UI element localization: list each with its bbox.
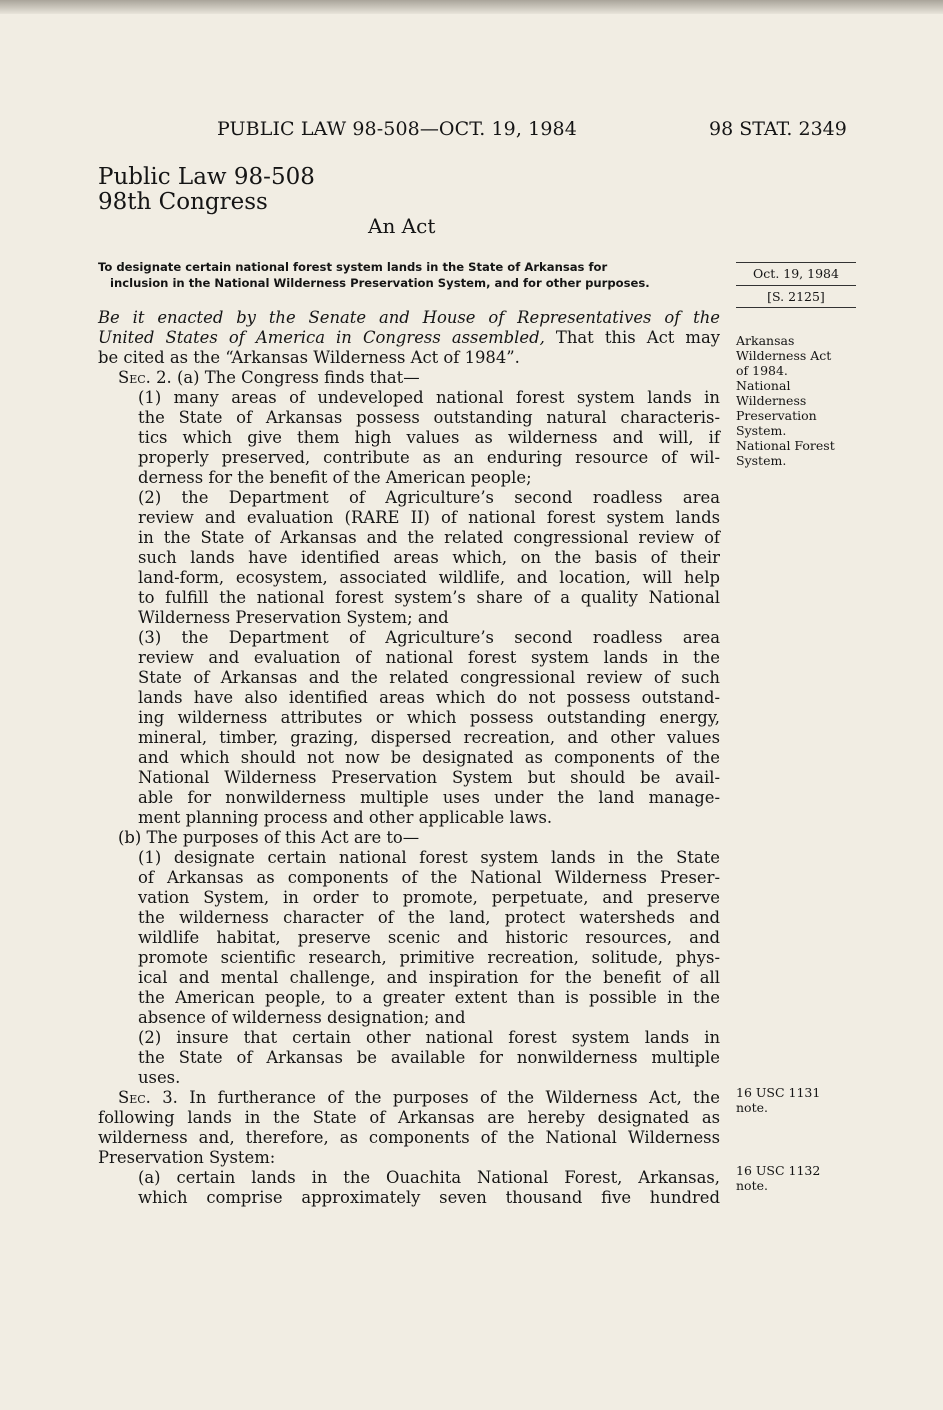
date-box-mid-rule xyxy=(736,285,856,286)
text-line: following lands in the State of Arkansas are hereby designated as xyxy=(98,1108,720,1127)
text-line: National Wilderness Preservation System but should be avail- xyxy=(138,768,720,787)
section-2-heading: Sec. 2. (a) The Congress finds that— xyxy=(118,368,420,387)
section-3-heading: Sec. 3. In furtherance of the purposes of the Wilderness Act, the xyxy=(118,1088,720,1107)
margin-note-line: note. xyxy=(736,1100,768,1115)
text-line: (1) many areas of undeveloped national forest system lands in xyxy=(138,388,720,407)
scan-edge xyxy=(0,0,943,14)
text-line: and which should not now be designated as components of the xyxy=(138,748,720,767)
act-body xyxy=(98,308,720,1208)
text-line: the State of Arkansas possess outstanding natural characteris- xyxy=(138,408,720,427)
text-line: in the State of Arkansas and the related congressional review of xyxy=(138,528,720,547)
text-line: vation System, in order to promote, perpetuate, and preserve xyxy=(138,888,720,907)
enacting-clause-line: United States of America in Congress assembled, That this Act may xyxy=(98,328,720,347)
margin-note-topics xyxy=(736,333,866,468)
text-line: tics which give them high values as wilderness and will, if xyxy=(138,428,720,447)
running-header: PUBLIC LAW 98-508—OCT. 19, 1984 xyxy=(217,118,577,140)
text-line: land-form, ecosystem, associated wildlife, and location, will help xyxy=(138,568,720,587)
enacting-clause-line: Be it enacted by the Senate and House of Representatives of the xyxy=(98,308,720,327)
margin-note-usc-1132 xyxy=(736,1163,866,1193)
law-designation xyxy=(98,165,315,215)
text-line: wilderness and, therefore, as components of the National Wilderness xyxy=(98,1128,720,1147)
margin-note-usc-1131 xyxy=(736,1085,866,1115)
text-line: Wilderness Preservation System; and xyxy=(138,608,449,627)
text-line: wildlife habitat, preserve scenic and historic resources, and xyxy=(138,928,720,947)
margin-note-line: Preservation xyxy=(736,408,817,423)
margin-note-line: 16 USC 1132 xyxy=(736,1163,821,1178)
margin-note-line: National Forest xyxy=(736,438,835,453)
text-line: (3) the Department of Agriculture’s second roadless area xyxy=(138,628,720,647)
margin-note-line: note. xyxy=(736,1178,768,1193)
text-line: the wilderness character of the land, protect watersheds and xyxy=(138,908,720,927)
text-line: State of Arkansas and the related congressional review of such xyxy=(138,668,720,687)
congress-number: 98th Congress xyxy=(98,189,268,215)
text-line: review and evaluation of national forest system lands in the xyxy=(138,648,720,667)
purpose-line: inclusion in the National Wilderness Preservation System, and for other purposes. xyxy=(110,276,650,290)
statute-page-number: 98 STAT. 2349 xyxy=(709,118,847,140)
designation-a xyxy=(98,1168,720,1208)
enactment-date-box xyxy=(736,258,856,308)
text-line: of Arkansas as components of the National Wilderness Preser- xyxy=(138,868,720,887)
margin-note-line: of 1984. xyxy=(736,363,788,378)
text-line: the State of Arkansas be available for nonwilderness multiple xyxy=(138,1048,720,1067)
text-line: (2) the Department of Agriculture’s second roadless area xyxy=(138,488,720,507)
text-line: lands have also identified areas which do not possess outstand- xyxy=(138,688,720,707)
text-line: able for nonwilderness multiple uses under the land manage- xyxy=(138,788,720,807)
text-line: such lands have identified areas which, on the basis of their xyxy=(138,548,720,567)
margin-note-line: 16 USC 1131 xyxy=(736,1085,821,1100)
text-line: ing wilderness attributes or which possess outstanding energy, xyxy=(138,708,720,727)
text-line: Preservation System: xyxy=(98,1148,276,1167)
public-law-number: Public Law 98-508 xyxy=(98,164,315,190)
purposes-heading: (b) The purposes of this Act are to— xyxy=(118,828,420,847)
text-line: ical and mental challenge, and inspiration for the benefit of all xyxy=(138,968,720,987)
text-line: derness for the benefit of the American people; xyxy=(138,468,532,487)
text-line: (a) certain lands in the Ouachita National Forest, Arkansas, xyxy=(138,1168,720,1187)
text-line: (1) designate certain national forest system lands in the State xyxy=(138,848,720,867)
text-line: (2) insure that certain other national forest system lands in xyxy=(138,1028,720,1047)
text-line: uses. xyxy=(138,1068,181,1087)
finding-3 xyxy=(98,628,720,828)
act-title: An Act xyxy=(368,214,436,238)
text-line: absence of wilderness designation; and xyxy=(138,1008,466,1027)
purpose-1 xyxy=(98,848,720,1028)
text-line: mineral, timber, grazing, dispersed recreation, and other values xyxy=(138,728,720,747)
text-line: the American people, to a greater extent than is possible in the xyxy=(138,988,720,1007)
date-box-top-rule xyxy=(736,262,856,263)
margin-note-line: System. xyxy=(736,453,787,468)
margin-note-line: Wilderness Act xyxy=(736,348,832,363)
bill-number: [S. 2125] xyxy=(736,289,856,308)
finding-2 xyxy=(98,488,720,628)
margin-note-line: National xyxy=(736,378,791,393)
short-title-line: be cited as the “Arkansas Wilderness Act of 1984”. xyxy=(98,348,520,367)
purpose-2 xyxy=(98,1028,720,1088)
purpose-clause xyxy=(98,259,720,291)
margin-note-line: Arkansas xyxy=(736,333,795,348)
finding-1 xyxy=(98,388,720,488)
text-line: ment planning process and other applicable laws. xyxy=(138,808,553,827)
text-line: which comprise approximately seven thousand five hundred xyxy=(138,1188,720,1207)
margin-note-line: System. xyxy=(736,423,787,438)
enactment-date: Oct. 19, 1984 xyxy=(753,266,839,281)
text-line: review and evaluation (RARE II) of national forest system lands xyxy=(138,508,720,527)
margin-note-line: Wilderness xyxy=(736,393,807,408)
text-line: properly preserved, contribute as an enduring resource of wil- xyxy=(138,448,720,467)
text-line: promote scientific research, primitive recreation, solitude, phys- xyxy=(138,948,720,967)
purpose-line: To designate certain national forest system lands in the State of Arkansas for xyxy=(98,260,608,274)
text-line: to fulfill the national forest system’s share of a quality National xyxy=(138,588,720,607)
